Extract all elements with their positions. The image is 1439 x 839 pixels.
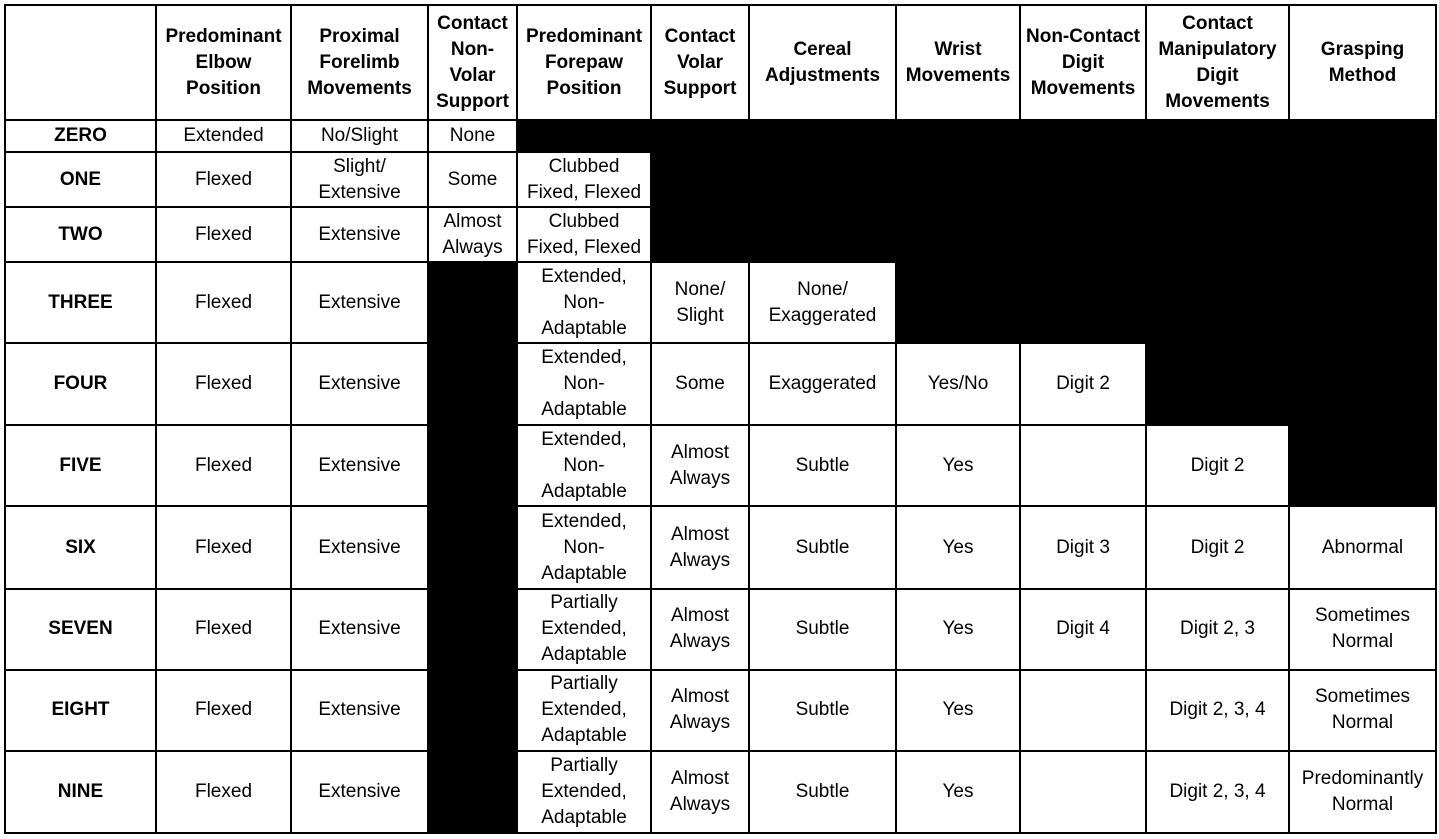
blocked-cell <box>1146 152 1289 207</box>
table-cell: Sometimes Normal <box>1289 589 1436 670</box>
table-cell: Extensive <box>291 751 428 833</box>
table-cell: No/Slight <box>291 120 428 152</box>
table-cell <box>1020 425 1146 506</box>
table-cell: Subtle <box>749 751 896 833</box>
table-cell: Almost Always <box>651 425 749 506</box>
table-cell: Some <box>651 343 749 425</box>
blocked-cell <box>1146 343 1289 425</box>
header-row <box>5 5 1436 120</box>
blocked-cell <box>896 262 1020 343</box>
blocked-cell <box>1020 120 1146 152</box>
table-cell: Almost Always <box>428 207 517 262</box>
blocked-cell <box>428 343 517 425</box>
table-row <box>5 425 1436 506</box>
table-row <box>5 120 1436 152</box>
header-cell: Contact Manipulatory Digit Movements <box>1146 5 1289 120</box>
header-cell: Non-Contact Digit Movements <box>1020 5 1146 120</box>
blocked-cell <box>749 152 896 207</box>
table-row <box>5 506 1436 588</box>
row-label: FOUR <box>5 343 156 425</box>
blocked-cell <box>651 120 749 152</box>
header-cell: Predominant Forepaw Position <box>517 5 651 120</box>
table-row <box>5 751 1436 833</box>
blocked-cell <box>1020 152 1146 207</box>
table-cell: Flexed <box>156 589 291 670</box>
table-cell: Extensive <box>291 589 428 670</box>
header-cell: Contact Non- Volar Support <box>428 5 517 120</box>
row-label: SEVEN <box>5 589 156 670</box>
table-cell: Almost Always <box>651 751 749 833</box>
table-cell: Almost Always <box>651 670 749 751</box>
table-cell: Yes <box>896 751 1020 833</box>
table-cell: Extended, Non- Adaptable <box>517 343 651 425</box>
table-cell <box>1020 670 1146 751</box>
table-cell: Extensive <box>291 425 428 506</box>
table-cell: Flexed <box>156 343 291 425</box>
table-cell: Digit 2 <box>1146 506 1289 588</box>
table-cell: Flexed <box>156 751 291 833</box>
blocked-cell <box>896 152 1020 207</box>
table-cell: Extensive <box>291 506 428 588</box>
table-cell: Extensive <box>291 207 428 262</box>
table-row <box>5 207 1436 262</box>
table-cell: Abnormal <box>1289 506 1436 588</box>
table-cell: Clubbed Fixed, Flexed <box>517 152 651 207</box>
table-cell: Subtle <box>749 670 896 751</box>
header-cell: Grasping Method <box>1289 5 1436 120</box>
table-cell: Almost Always <box>651 506 749 588</box>
row-label: NINE <box>5 751 156 833</box>
header-cell: Cereal Adjustments <box>749 5 896 120</box>
table-cell <box>1020 751 1146 833</box>
row-label: THREE <box>5 262 156 343</box>
blocked-cell <box>428 262 517 343</box>
blocked-cell <box>1289 262 1436 343</box>
table-cell: Extended <box>156 120 291 152</box>
blocked-cell <box>428 670 517 751</box>
table-cell: Yes <box>896 670 1020 751</box>
table-cell: Digit 2, 3 <box>1146 589 1289 670</box>
table-cell: Subtle <box>749 506 896 588</box>
table-cell: None/ Slight <box>651 262 749 343</box>
table-cell: Extensive <box>291 343 428 425</box>
table-cell: Digit 2 <box>1146 425 1289 506</box>
table-cell: Extended, Non- Adaptable <box>517 506 651 588</box>
table-cell: Digit 2, 3, 4 <box>1146 670 1289 751</box>
blocked-cell <box>896 207 1020 262</box>
row-label: ZERO <box>5 120 156 152</box>
table-cell: Digit 2, 3, 4 <box>1146 751 1289 833</box>
table-cell: Digit 2 <box>1020 343 1146 425</box>
blocked-cell <box>1289 207 1436 262</box>
row-label: TWO <box>5 207 156 262</box>
table-cell: Flexed <box>156 207 291 262</box>
table-cell: Slight/ Extensive <box>291 152 428 207</box>
blocked-cell <box>1146 262 1289 343</box>
table-cell: Extended, Non- Adaptable <box>517 425 651 506</box>
blocked-cell <box>1146 207 1289 262</box>
blocked-cell <box>1289 425 1436 506</box>
table-cell: Yes <box>896 425 1020 506</box>
blocked-cell <box>1020 262 1146 343</box>
table-cell: Predominantly Normal <box>1289 751 1436 833</box>
row-label: SIX <box>5 506 156 588</box>
table-cell: Subtle <box>749 425 896 506</box>
header-cell: Wrist Movements <box>896 5 1020 120</box>
table-cell: Extended, Non- Adaptable <box>517 262 651 343</box>
table-cell: Clubbed Fixed, Flexed <box>517 207 651 262</box>
table-cell: None <box>428 120 517 152</box>
blocked-cell <box>651 152 749 207</box>
table-cell: Almost Always <box>651 589 749 670</box>
header-cell: Predominant Elbow Position <box>156 5 291 120</box>
blocked-cell <box>428 506 517 588</box>
table-row <box>5 670 1436 751</box>
table-cell: Yes <box>896 506 1020 588</box>
table-cell: Partially Extended, Adaptable <box>517 751 651 833</box>
blocked-cell <box>428 425 517 506</box>
header-cell: Proximal Forelimb Movements <box>291 5 428 120</box>
row-label: ONE <box>5 152 156 207</box>
blocked-cell <box>1289 152 1436 207</box>
table-cell: Sometimes Normal <box>1289 670 1436 751</box>
table-row <box>5 343 1436 425</box>
table-cell: Flexed <box>156 152 291 207</box>
table-cell: Digit 4 <box>1020 589 1146 670</box>
table-cell: Exaggerated <box>749 343 896 425</box>
table-cell: Some <box>428 152 517 207</box>
header-cell <box>5 5 156 120</box>
table-cell: Flexed <box>156 670 291 751</box>
table-cell: Yes <box>896 589 1020 670</box>
blocked-cell <box>1289 120 1436 152</box>
table-cell: Yes/No <box>896 343 1020 425</box>
blocked-cell <box>517 120 651 152</box>
table-cell: Extensive <box>291 670 428 751</box>
scoring-table <box>4 4 1437 834</box>
table-cell: Digit 3 <box>1020 506 1146 588</box>
table-cell: None/ Exaggerated <box>749 262 896 343</box>
row-label: FIVE <box>5 425 156 506</box>
table-cell: Flexed <box>156 506 291 588</box>
blocked-cell <box>1020 207 1146 262</box>
blocked-cell <box>1289 343 1436 425</box>
blocked-cell <box>1146 120 1289 152</box>
blocked-cell <box>896 120 1020 152</box>
blocked-cell <box>749 120 896 152</box>
table-cell: Flexed <box>156 425 291 506</box>
table-cell: Flexed <box>156 262 291 343</box>
blocked-cell <box>651 207 749 262</box>
table-row <box>5 589 1436 670</box>
blocked-cell <box>428 589 517 670</box>
header-cell: Contact Volar Support <box>651 5 749 120</box>
blocked-cell <box>749 207 896 262</box>
table-row <box>5 152 1436 207</box>
blocked-cell <box>428 751 517 833</box>
row-label: EIGHT <box>5 670 156 751</box>
table-cell: Partially Extended, Adaptable <box>517 670 651 751</box>
table-row <box>5 262 1436 343</box>
table-cell: Subtle <box>749 589 896 670</box>
table-cell: Extensive <box>291 262 428 343</box>
table-cell: Partially Extended, Adaptable <box>517 589 651 670</box>
